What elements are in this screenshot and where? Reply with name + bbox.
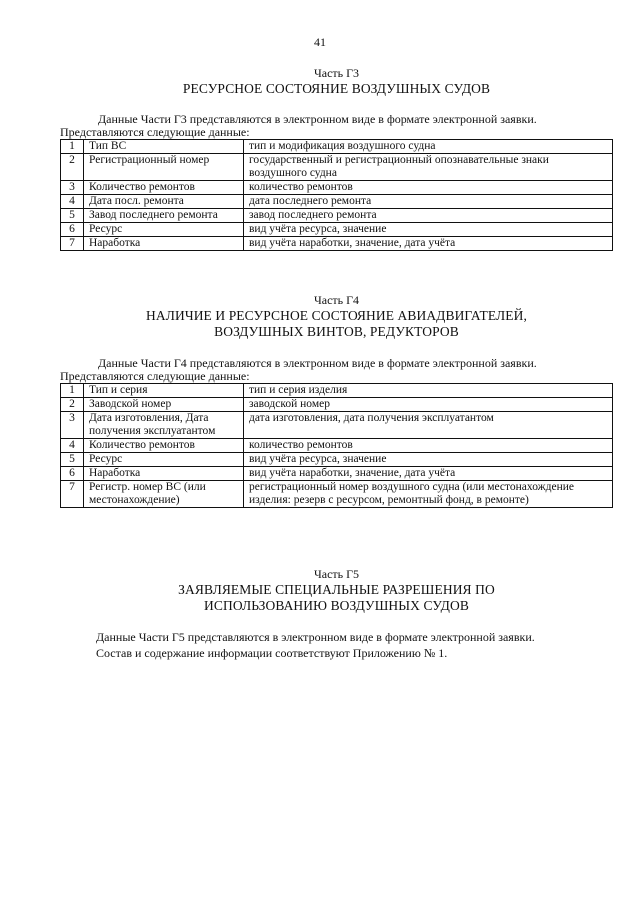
part-label: Часть Г3 [313, 66, 360, 80]
row-number: 6 [61, 467, 84, 481]
row-number: 2 [61, 154, 84, 181]
row-name: Наработка [84, 467, 244, 481]
row-name: Тип ВС [84, 140, 244, 154]
table-row [61, 195, 613, 209]
section-title: РЕСУРСНОЕ СОСТОЯНИЕ ВОЗДУШНЫХ СУДОВ [182, 81, 491, 96]
row-name: Дата посл. ремонта [84, 195, 244, 209]
row-description: вид учёта ресурса, значение [244, 223, 613, 237]
section-g3 [60, 66, 613, 251]
row-number: 1 [61, 140, 84, 154]
table-row [61, 398, 613, 412]
row-description: заводской номер [244, 398, 613, 412]
table-row [61, 181, 613, 195]
row-description: тип и модификация воздушного судна [244, 140, 613, 154]
row-name: Регистр. номер ВС (или местонахождение) [84, 481, 244, 508]
row-number: 4 [61, 195, 84, 209]
row-number: 4 [61, 439, 84, 453]
section-title: НАЛИЧИЕ И РЕСУРСНОЕ СОСТОЯНИЕ АВИАДВИГАТЕЛЕЙ, ВОЗДУШНЫХ ВИНТОВ, РЕДУКТОРОВ [146, 308, 527, 339]
intro-text: Данные Части Г3 представляются в электронном виде в формате электронной заявки. [98, 112, 537, 126]
intro-text: Данные Части Г4 представляются в электронном виде в формате электронной заявки. [98, 356, 537, 370]
row-number: 7 [61, 237, 84, 251]
row-number: 7 [61, 481, 84, 508]
paragraph: Данные Части Г5 представляются в электронном виде в формате электронной заявки. [96, 630, 535, 644]
intro-text-2: Представляются следующие данные: [60, 369, 250, 383]
row-description: государственный и регистрационный опознавательные знаки воздушного судна [244, 154, 613, 181]
row-description: дата последнего ремонта [244, 195, 613, 209]
row-name: Наработка [84, 237, 244, 251]
row-number: 5 [61, 453, 84, 467]
row-description: вид учёта наработки, значение, дата учёта [244, 237, 613, 251]
row-number: 3 [61, 181, 84, 195]
row-description: завод последнего ремонта [244, 209, 613, 223]
intro-text-2: Представляются следующие данные: [60, 125, 250, 139]
row-description: тип и серия изделия [244, 384, 613, 398]
row-description: регистрационный номер воздушного судна (или местонахождение изделия: резерв с ресурсом, ремонтный фонд, в ремонте) [244, 481, 613, 508]
table-row [61, 467, 613, 481]
row-name: Ресурс [84, 223, 244, 237]
row-name: Завод последнего ремонта [84, 209, 244, 223]
table-row [61, 223, 613, 237]
table-row [61, 439, 613, 453]
data-table-g4 [60, 383, 613, 508]
row-number: 2 [61, 398, 84, 412]
paragraph: Состав и содержание информации соответствуют Приложению № 1. [96, 646, 448, 660]
row-description: количество ремонтов [244, 439, 613, 453]
section-title: ЗАЯВЛЯЕМЫЕ СПЕЦИАЛЬНЫЕ РАЗРЕШЕНИЯ ПО ИСПОЛЬЗОВАНИЮ ВОЗДУШНЫХ СУДОВ [178, 582, 495, 613]
part-label: Часть Г4 [313, 293, 360, 307]
row-description: вид учёта ресурса, значение [244, 453, 613, 467]
row-name: Дата изготовления, Дата получения эксплуатантом [84, 412, 244, 439]
part-label: Часть Г5 [313, 567, 360, 581]
table-row [61, 412, 613, 439]
data-table-g3 [60, 139, 613, 251]
row-name: Ресурс [84, 453, 244, 467]
row-name: Количество ремонтов [84, 181, 244, 195]
row-description: количество ремонтов [244, 181, 613, 195]
row-number: 1 [61, 384, 84, 398]
row-name: Тип и серия [84, 384, 244, 398]
row-name: Регистрационный номер [84, 154, 244, 181]
row-number: 6 [61, 223, 84, 237]
section-g4 [60, 293, 613, 508]
table-row [61, 384, 613, 398]
page-number: 41 [314, 35, 326, 49]
row-description: дата изготовления, дата получения эксплуатантом [244, 412, 613, 439]
row-name: Количество ремонтов [84, 439, 244, 453]
table-row [61, 209, 613, 223]
table-row [61, 140, 613, 154]
table-row [61, 237, 613, 251]
table-row [61, 453, 613, 467]
row-description: вид учёта наработки, значение, дата учёта [244, 467, 613, 481]
row-name: Заводской номер [84, 398, 244, 412]
row-number: 3 [61, 412, 84, 439]
table-row [61, 154, 613, 181]
table-row [61, 481, 613, 508]
section-g5 [60, 567, 613, 661]
row-number: 5 [61, 209, 84, 223]
